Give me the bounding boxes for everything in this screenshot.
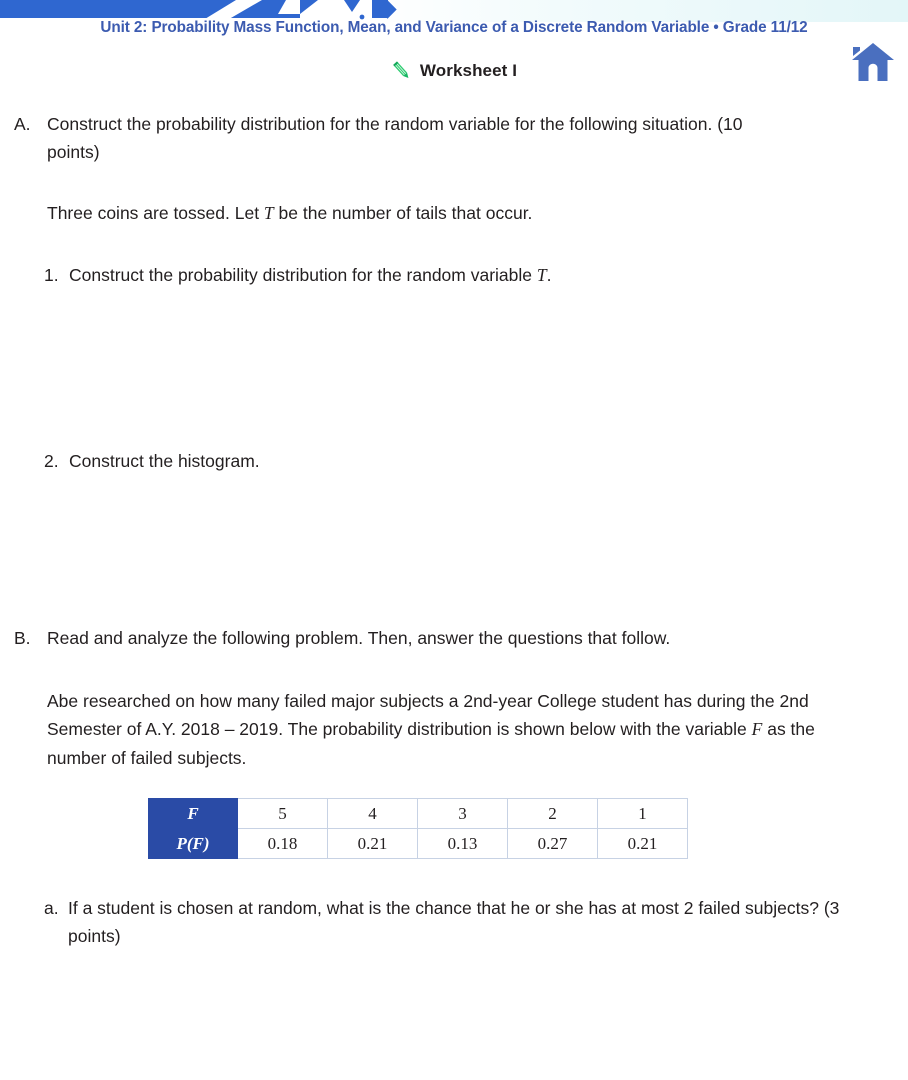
- section-a-marker: A.: [14, 114, 31, 134]
- table-cell: 0.21: [328, 829, 418, 859]
- answer-space-a1[interactable]: [0, 289, 908, 447]
- question-a1-variable: T: [536, 265, 547, 286]
- table-cell: 5: [238, 799, 328, 829]
- table-cell: 4: [328, 799, 418, 829]
- question-a1: [0, 261, 908, 289]
- question-b-a: [0, 894, 908, 951]
- table-cell: 0.13: [418, 829, 508, 859]
- table-row: [149, 829, 688, 859]
- section-b-problem-pre: Abe researched on how many failed major subjects a 2nd-year College student has during the 2nd Semester of A.Y. 2018 – 2019. The probability distribution is shown below with the variable: [47, 691, 809, 740]
- question-a1-text-post: .: [546, 265, 552, 286]
- distribution-table-wrapper: [0, 798, 908, 859]
- question-a2-marker: 2.: [44, 451, 59, 472]
- table-cell: 2: [508, 799, 598, 829]
- table-cell: 1: [598, 799, 688, 829]
- question-a1-marker: 1.: [44, 265, 59, 286]
- answer-space-a2[interactable]: [0, 476, 908, 624]
- question-b-a-text: If a student is chosen at random, what is the chance that he or she has at most 2 failed subjects? (3 points): [68, 898, 840, 947]
- table-cell: 0.21: [598, 829, 688, 859]
- section-b: [0, 624, 908, 652]
- table-cell: 0.18: [238, 829, 328, 859]
- question-a1-text: [69, 261, 552, 289]
- pencil-icon: [391, 60, 413, 82]
- worksheet-title: Worksheet I: [419, 61, 518, 80]
- section-a-problem: [0, 199, 867, 227]
- section-a-instruction: Construct the probability distribution for the random variable for the following situation. (10 points): [47, 114, 743, 163]
- section-a: [0, 110, 908, 167]
- table-row: [149, 799, 688, 829]
- question-b-a-marker: a.: [44, 898, 59, 919]
- random-variable-f: F: [751, 719, 763, 740]
- worksheet-body: [0, 110, 908, 951]
- random-variable-t: T: [263, 202, 274, 223]
- section-b-marker: B.: [14, 627, 31, 648]
- section-b-instruction: Read and analyze the following problem. Then, answer the questions that follow.: [47, 627, 671, 648]
- table-cell: 0.27: [508, 829, 598, 859]
- page-title: Unit 2: Probability Mass Function, Mean, and Variance of a Discrete Random Variable • Grade 11/12: [100, 19, 808, 36]
- question-a2-text: Construct the histogram.: [69, 451, 260, 472]
- question-a2: [0, 447, 908, 475]
- table-header-f: F: [149, 799, 238, 829]
- section-a-problem-pre: Three coins are tossed. Let: [47, 202, 264, 223]
- section-b-problem: [0, 687, 867, 772]
- table-cell: 3: [418, 799, 508, 829]
- distribution-table: [148, 798, 688, 859]
- section-a-problem-post: be the number of tails that occur.: [273, 202, 533, 223]
- worksheet-heading: [0, 60, 908, 82]
- table-header-pf: P(F): [149, 829, 238, 859]
- section-b-problem-post: as the number of failed subjects.: [47, 719, 815, 768]
- question-a1-text-pre: Construct the probability distribution for the random variable: [69, 265, 537, 286]
